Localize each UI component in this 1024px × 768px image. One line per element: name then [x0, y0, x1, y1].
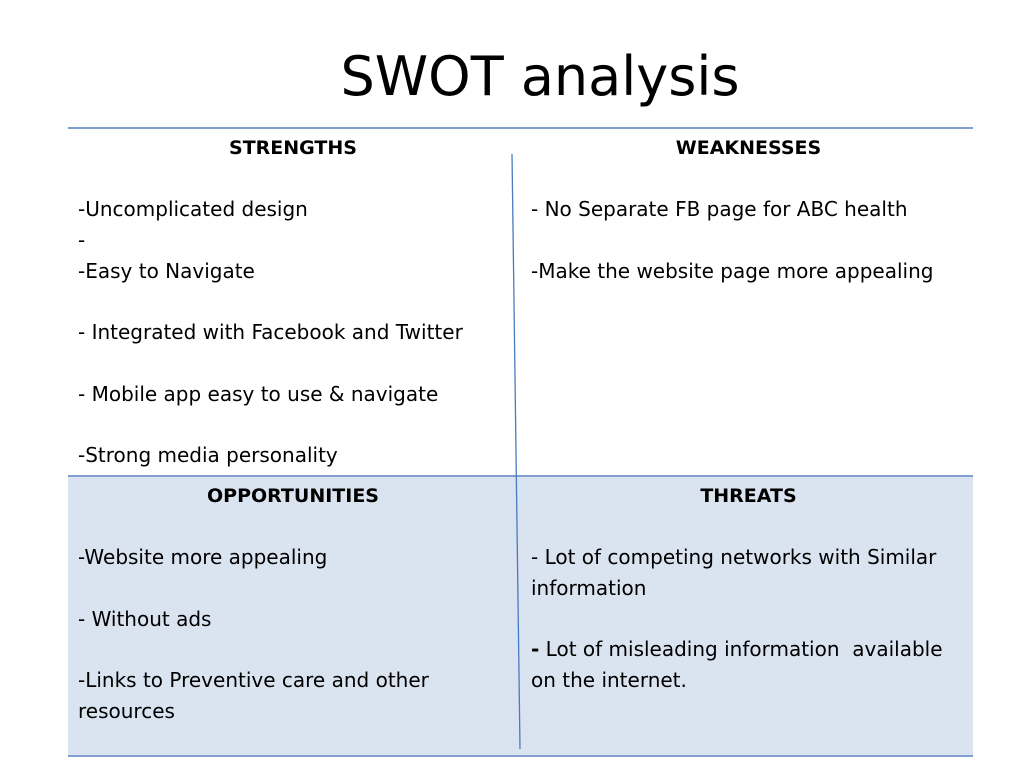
slide-title: SWOT analysis — [340, 45, 740, 108]
table-bottom-border — [68, 755, 973, 757]
opportunities-item: -Links to Preventive care and other resources — [78, 668, 436, 723]
weaknesses-heading: WEAKNESSES — [675, 137, 822, 159]
threats-item-bold-dash: - — [531, 637, 540, 662]
strengths-item — [78, 409, 508, 440]
strengths-list — [78, 194, 508, 470]
strengths-item — [78, 348, 508, 379]
opportunities-item: - Without ads — [78, 606, 212, 631]
strengths-item: -Easy to Navigate — [78, 258, 255, 283]
weaknesses-list — [531, 194, 966, 286]
threats-item: - Lot of competing networks with Similar information — [531, 545, 943, 601]
threats-item-text: Lot of misleading information available on the internet. — [531, 637, 949, 693]
strengths-item: - — [78, 228, 86, 253]
table-row-separator — [68, 475, 973, 477]
opportunities-item — [78, 573, 508, 604]
strengths-item: - Mobile app easy to use & navigate — [78, 381, 439, 406]
threats-item — [531, 604, 966, 635]
opportunities-item — [78, 634, 508, 665]
opportunities-cell — [78, 481, 508, 753]
opportunities-heading: OPPORTUNITIES — [207, 485, 379, 507]
threats-list — [531, 542, 966, 696]
strengths-heading: STRENGTHS — [229, 137, 357, 159]
strengths-item: - Integrated with Facebook and Twitter — [78, 320, 463, 345]
strengths-item: -Uncomplicated design — [78, 197, 308, 222]
threats-heading: THREATS — [700, 485, 797, 507]
threats-item — [531, 634, 966, 695]
strengths-item — [78, 286, 508, 317]
weaknesses-item — [531, 225, 966, 256]
weaknesses-cell — [531, 133, 966, 473]
table-top-border — [68, 127, 973, 129]
strengths-item: -Strong media personality — [78, 442, 338, 467]
strengths-cell — [78, 133, 508, 473]
weaknesses-item: - No Separate FB page for ABC health — [531, 197, 908, 222]
opportunities-list — [78, 542, 508, 726]
weaknesses-item: -Make the website page more appealing — [531, 258, 934, 283]
threats-cell — [531, 481, 966, 753]
swot-table — [68, 127, 973, 757]
opportunities-item: -Website more appealing — [78, 545, 328, 570]
